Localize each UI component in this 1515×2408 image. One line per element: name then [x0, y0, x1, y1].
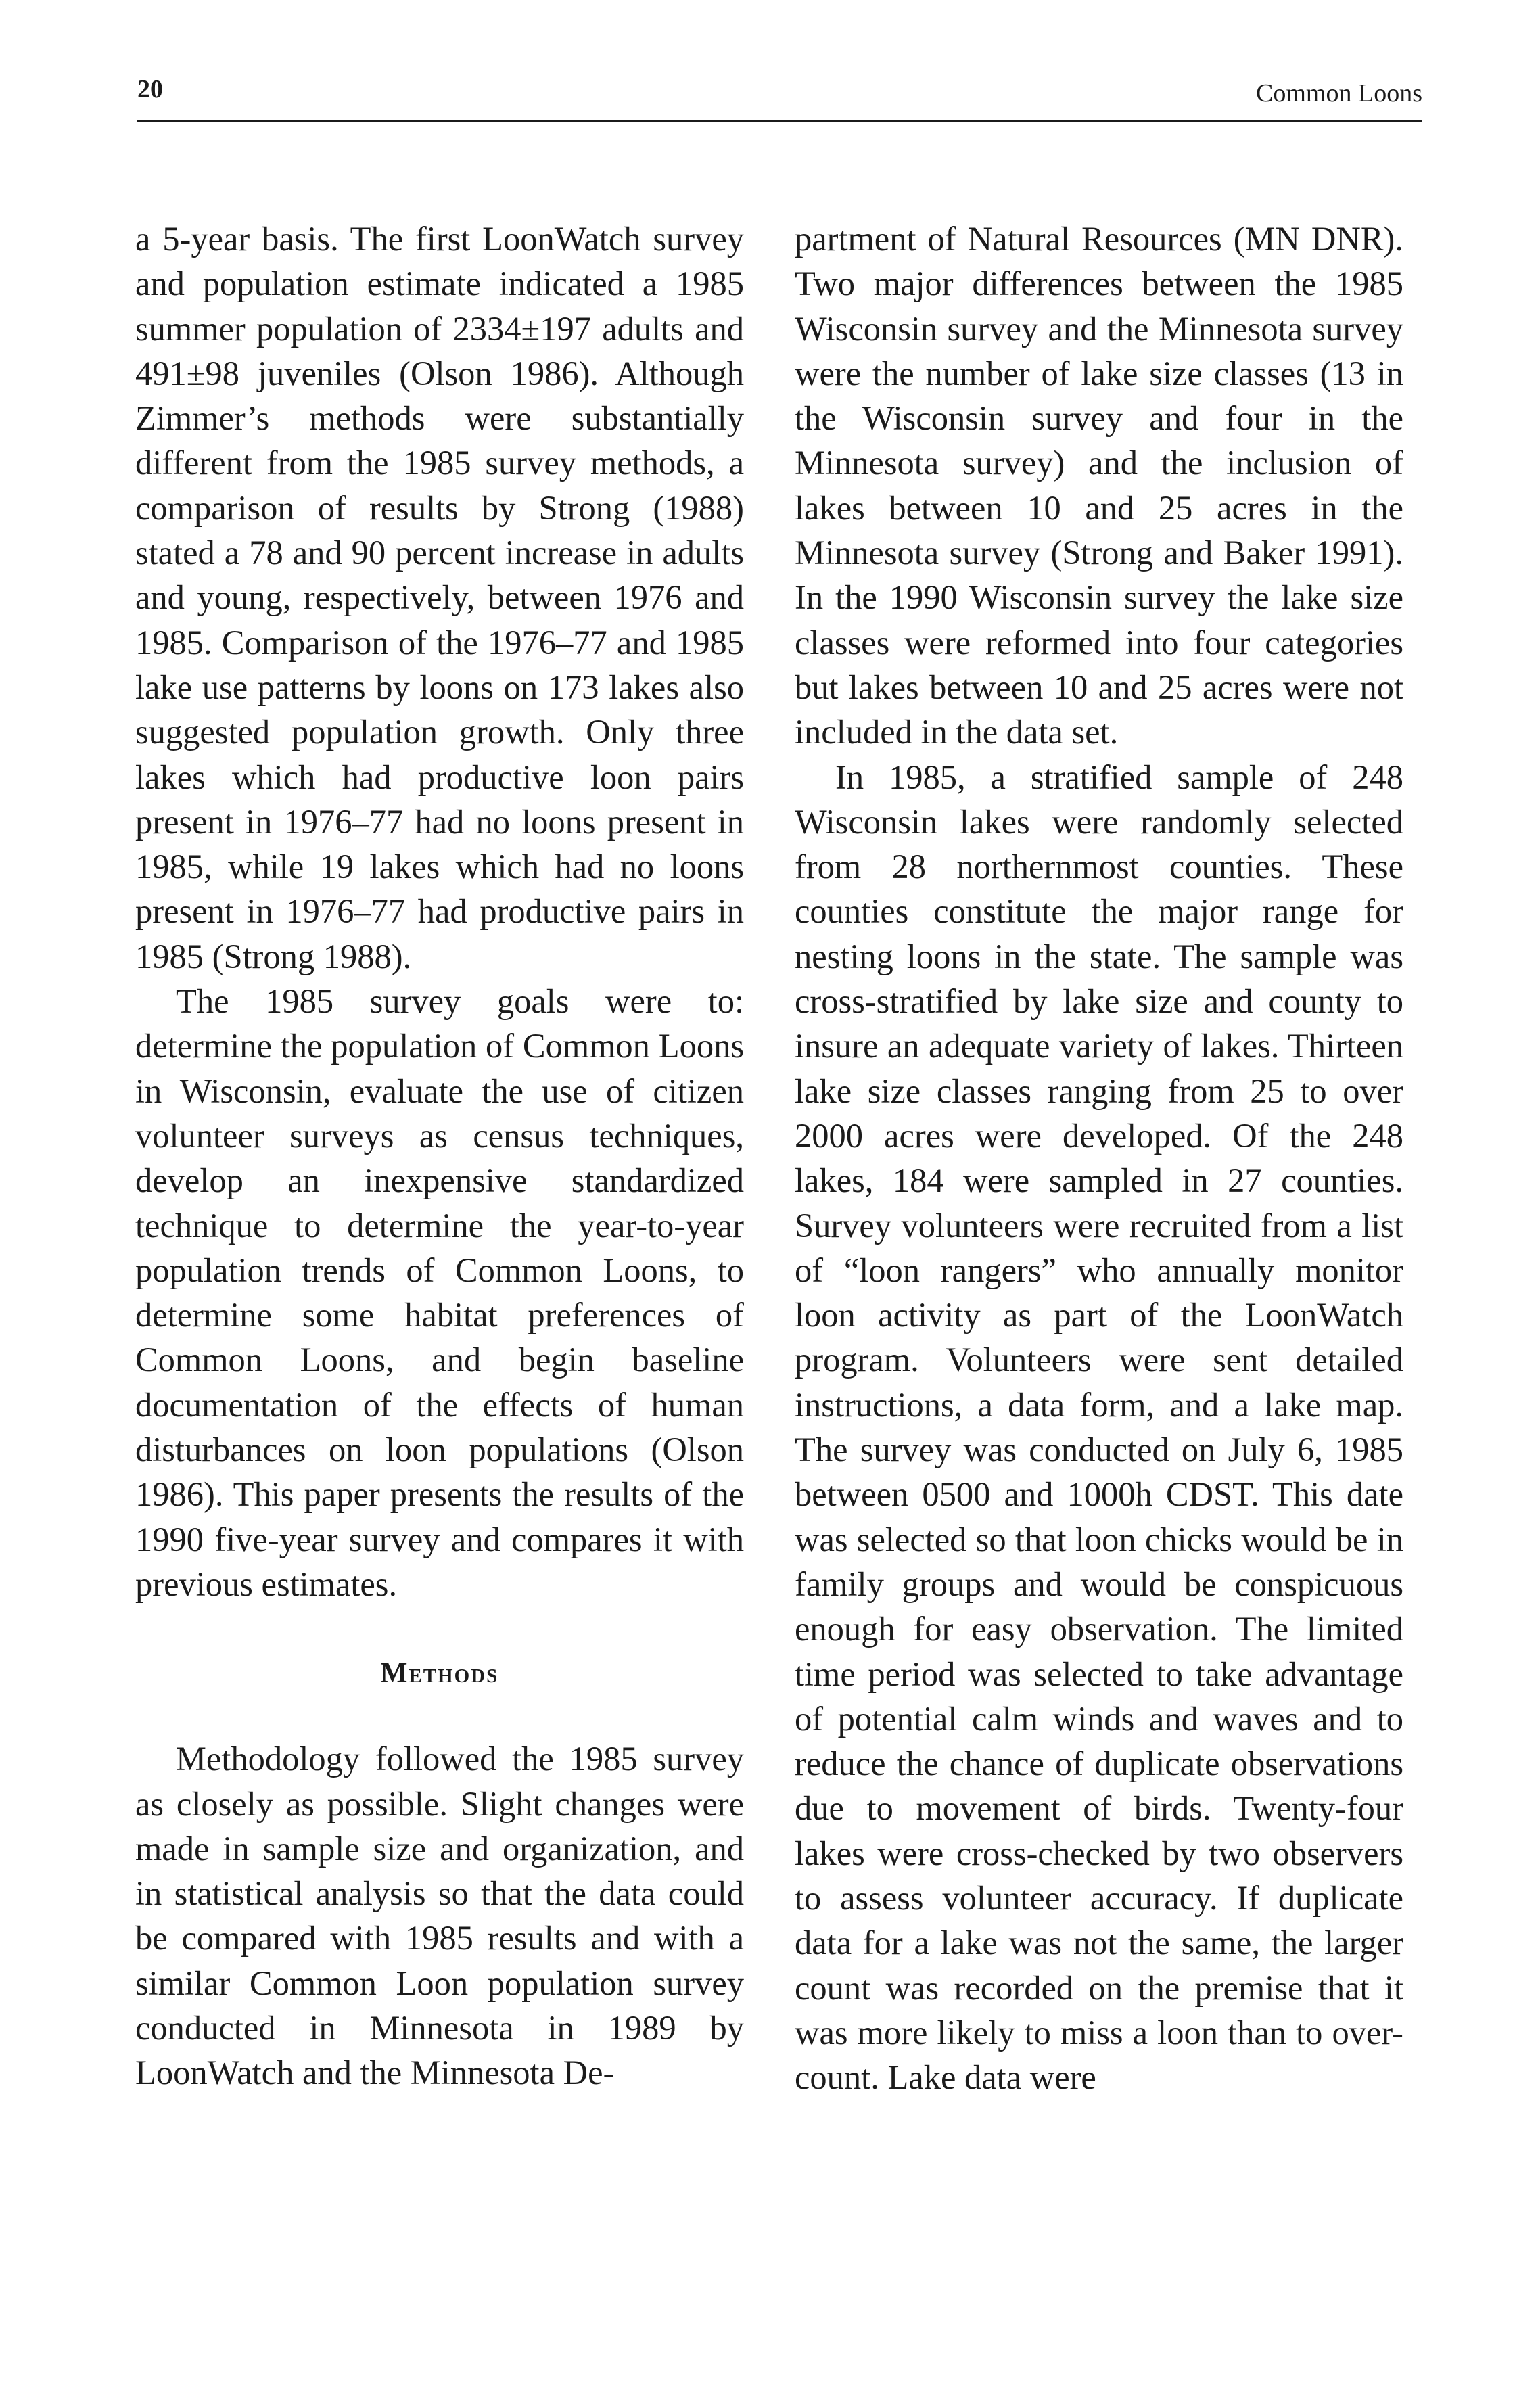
body-paragraph: Methodology followed the 1985 survey as closely as possible. Slight changes were made in sample size and organization, and in statistical analysis so that the data could be compared with 1985 results and with a similar Common Loon population survey conducted in Minnesota in 1989 by LoonWatch and the Minnesota De-	[135, 1740, 744, 2092]
section-heading-methods: Methods	[380, 1658, 499, 1690]
header-rule	[137, 120, 1422, 122]
left-column	[135, 216, 744, 2096]
running-title: Common Loons	[1256, 79, 1422, 108]
body-paragraph: partment of Natural Resources (MN DNR). Two major differences between the 1985 Wisconsin survey and the Minnesota survey were the number of lake size classes (13 in the Wisconsin survey and four in the Minnesota survey) and the inclusion of lakes between 10 and 25 acres in the Minnesota survey (Strong and Baker 1991). In the 1990 Wisconsin survey the lake size classes were reformed into four categories but lakes between 10 and 25 acres were not included in the data set.	[795, 220, 1403, 751]
page-number: 20	[137, 75, 163, 103]
right-column	[795, 216, 1403, 2100]
body-paragraph: The 1985 survey goals were to: determine the population of Common Loons in Wisconsin, evaluate the use of citizen volunteer surveys as census techniques, develop an inexpensive standardized technique to determine the year-to-year population trends of Common Loons, to determine some habitat preferences of Common Loons, and begin baseline documentation of the effects of human disturbances on loon populations (Olson 1986). This paper presents the results of the 1990 five-year survey and compares it with previous estimates.	[135, 982, 744, 1603]
body-paragraph: In 1985, a stratified sample of 248 Wisconsin lakes were randomly selected from 28 northernmost counties. These counties constitute the major range for nesting loons in the state. The sample was cross-stratified by lake size and county to insure an adequate variety of lakes. Thirteen lake size classes ranging from 25 to over 2000 acres were developed. Of the 248 lakes, 184 were sampled in 27 counties. Survey volunteers were recruited from a list of “loon rangers” who annually monitor loon activity as part of the LoonWatch program. Volunteers were sent detailed instructions, a data form, and a lake map. The survey was conducted on July 6, 1985 between 0500 and 1000h CDST. This date was selected so that loon chicks would be in family groups and would be conspicuous enough for easy observation. The limited time period was selected to take advantage of potential calm winds and waves and to reduce the chance of duplicate observations due to movement of birds. Twenty-four lakes were cross-checked by two observers to assess volunteer accuracy. If duplicate data for a lake was not the same, the larger count was recorded on the premise that it was more likely to miss a loon than to over-count. Lake data were	[795, 758, 1403, 2097]
page-header	[137, 73, 1422, 122]
body-paragraph: a 5-year basis. The first LoonWatch survey and population estimate indicated a 1985 summer population of 2334±197 adults and 491±98 juveniles (Olson 1986). Although Zimmer’s methods were substantially different from the 1985 survey methods, a comparison of results by Strong (1988) stated a 78 and 90 percent increase in adults and young, respectively, between 1976 and 1985. Comparison of the 1976–77 and 1985 lake use patterns by loons on 173 lakes also suggested population growth. Only three lakes which had productive loon pairs present in 1976–77 had no loons present in 1985, while 19 lakes which had no loons present in 1976–77 had productive pairs in 1985 (Strong 1988).	[135, 220, 744, 975]
